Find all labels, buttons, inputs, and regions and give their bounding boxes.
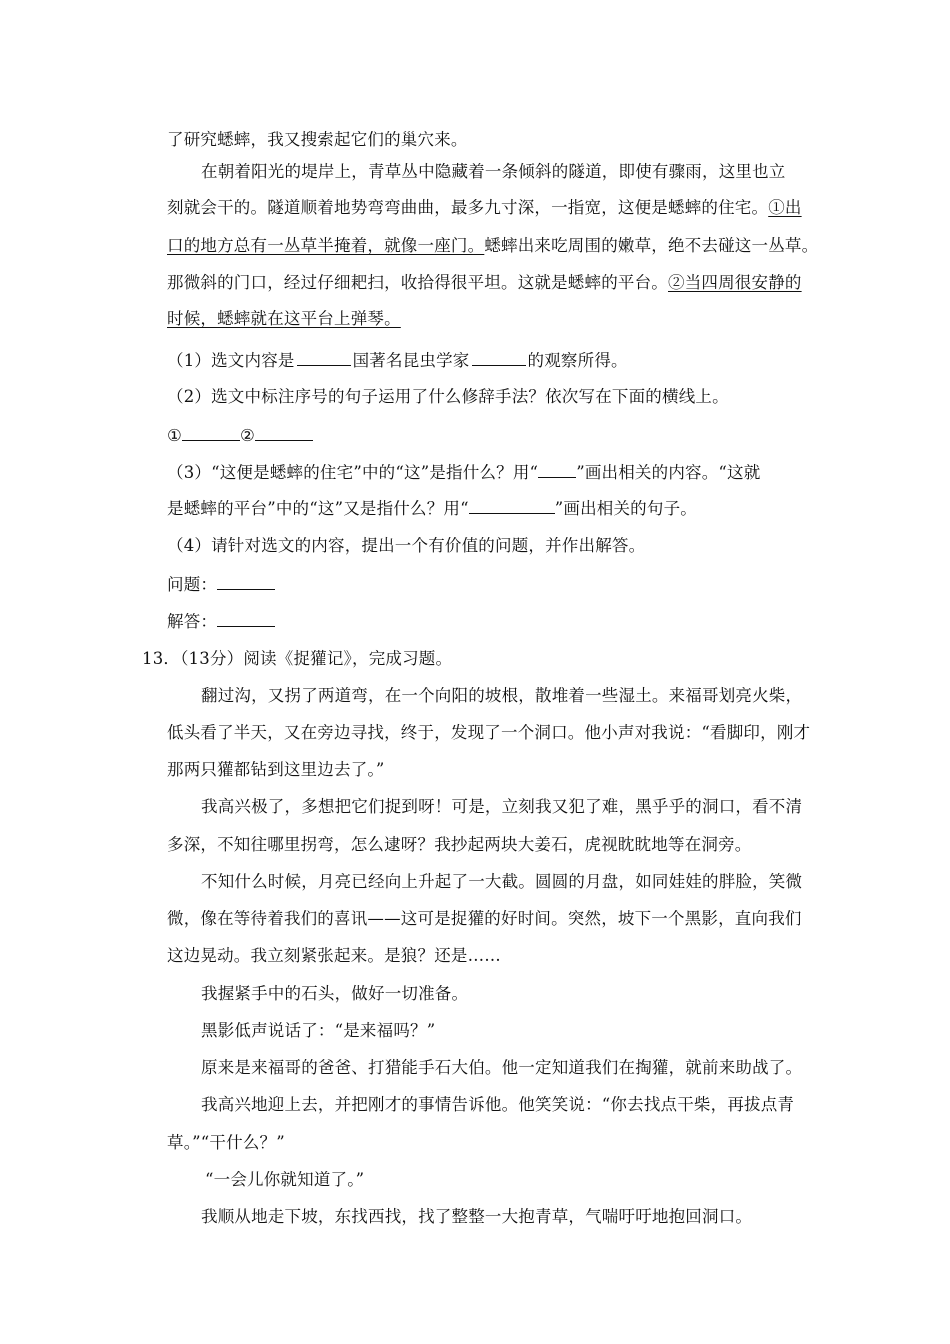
underline-sample-long <box>469 497 555 514</box>
section-13-header: 13．（13分）阅读《捉獾记》，完成习题。 <box>142 649 453 668</box>
question-2: （2）选文中标注序号的句子运用了什么修辞手法？依次写在下面的横线上。 <box>167 387 729 406</box>
question-3-part-b: ”画出相关的内容。“这就 <box>576 463 761 482</box>
question-2-answers <box>167 424 313 447</box>
passage-line-5-text: 那微斜的门口，经过仔细耙扫，收拾得很平坦。这就是蟋蟀的平台。 <box>167 273 668 292</box>
question-3-cont <box>167 497 697 520</box>
answer-blank[interactable] <box>255 424 313 441</box>
question-3-part-c: 是蟋蟀的平台”中的“这”又是指什么？用“ <box>167 499 469 518</box>
section-13-line: 低头看了半天，又在旁边寻找，终于，发现了一个洞口。他小声对我说：“看脚印，刚才 <box>167 723 811 742</box>
passage-line-2: 在朝着阳光的堤岸上，青草丛中隐藏着一条倾斜的隧道，即使有骤雨，这里也立 <box>201 162 786 181</box>
sentence-1-underlined: 口的地方总有一丛草半掩着，就像一座门。 <box>167 236 485 255</box>
section-13-line: 黑影低声说话了：“是来福吗？” <box>201 1021 436 1040</box>
section-13-line: 这边晃动。我立刻紧张起来。是狼？还是…… <box>167 946 501 965</box>
passage-line-3 <box>167 197 802 219</box>
question-1-part-a: （1）选文内容是 <box>167 351 295 370</box>
passage-line-4 <box>167 235 818 257</box>
section-13-line: 原来是来福哥的爸爸、打猎能手石大伯。他一定知道我们在掏獾，就前来助战了。 <box>201 1058 803 1077</box>
section-13-line: 不知什么时候，月亮已经向上升起了一大截。圆圆的月盘，如同娃娃的胖脸，笑微 <box>201 872 803 891</box>
question-3 <box>167 461 760 484</box>
marker-2: ② <box>240 426 255 445</box>
section-13-line: “一会儿你就知道了。” <box>205 1170 365 1189</box>
question-1-part-b: 国著名昆虫学家 <box>352 351 470 370</box>
passage-line-3-text: 刻就会干的。隧道顺着地势弯弯曲曲，最多九寸深，一指宽，这便是蟋蟀的住宅。 <box>167 198 769 217</box>
answer-blank[interactable] <box>182 424 240 441</box>
question-3-part-d: ”画出相关的句子。 <box>554 499 697 518</box>
underline-sample-straight <box>538 461 576 478</box>
question-4-question <box>167 573 275 596</box>
section-13-line: 草。”“干什么？” <box>167 1133 285 1152</box>
sentence-1-start: ①出 <box>768 198 802 217</box>
answer-blank[interactable] <box>472 349 526 366</box>
answer-blank[interactable] <box>297 349 351 366</box>
passage-line-1: 了研究蟋蟀，我又搜索起它们的巢穴来。 <box>167 130 468 149</box>
sentence-2-start: ②当四周很安静的 <box>668 273 802 292</box>
answer-blank[interactable] <box>217 610 275 627</box>
section-13-line: 我握紧手中的石头，做好一切准备。 <box>201 984 469 1003</box>
sentence-2-underlined: 时候，蟋蟀就在这平台上弹琴。 <box>167 309 401 328</box>
question-4: （4）请针对选文的内容，提出一个有价值的问题，并作出解答。 <box>167 536 646 555</box>
section-13-line: 那两只獾都钻到这里边去了。” <box>167 760 385 779</box>
passage-line-4-rest: 蟋蟀出来吃周围的嫩草，绝不去碰这一丛草。 <box>484 236 819 255</box>
passage-line-6 <box>167 308 401 330</box>
section-13-line: 我顺从地走下坡，东找西找，找了整整一大抱青草，气喘吁吁地抱回洞口。 <box>201 1207 753 1226</box>
passage-line-5 <box>167 272 802 294</box>
section-13-line: 翻过沟，又拐了两道弯，在一个向阳的坡根，散堆着一些湿土。来福哥划亮火柴， <box>201 686 803 705</box>
answer-blank[interactable] <box>217 573 275 590</box>
question-label: 问题： <box>167 575 218 594</box>
section-13-line: 我高兴极了，多想把它们捉到呀！可是，立刻我又犯了难，黑乎乎的洞口，看不清 <box>201 797 803 816</box>
question-1-part-c: 的观察所得。 <box>527 351 628 370</box>
section-13-line: 我高兴地迎上去，并把刚才的事情告诉他。他笑笑说：“你去找点干柴，再拔点青 <box>201 1095 795 1114</box>
marker-1: ① <box>167 426 182 445</box>
question-3-part-a: （3）“这便是蟋蟀的住宅”中的“这”是指什么？用“ <box>167 463 539 482</box>
question-4-answer <box>167 610 275 633</box>
section-13-line: 微，像在等待着我们的喜讯——这可是捉獾的好时间。突然，坡下一个黑影，直向我们 <box>167 909 802 928</box>
section-13-line: 多深，不知往哪里拐弯，怎么逮呀？我抄起两块大姜石，虎视眈眈地等在洞旁。 <box>167 835 752 854</box>
question-1 <box>167 349 628 372</box>
answer-label: 解答： <box>167 612 218 631</box>
